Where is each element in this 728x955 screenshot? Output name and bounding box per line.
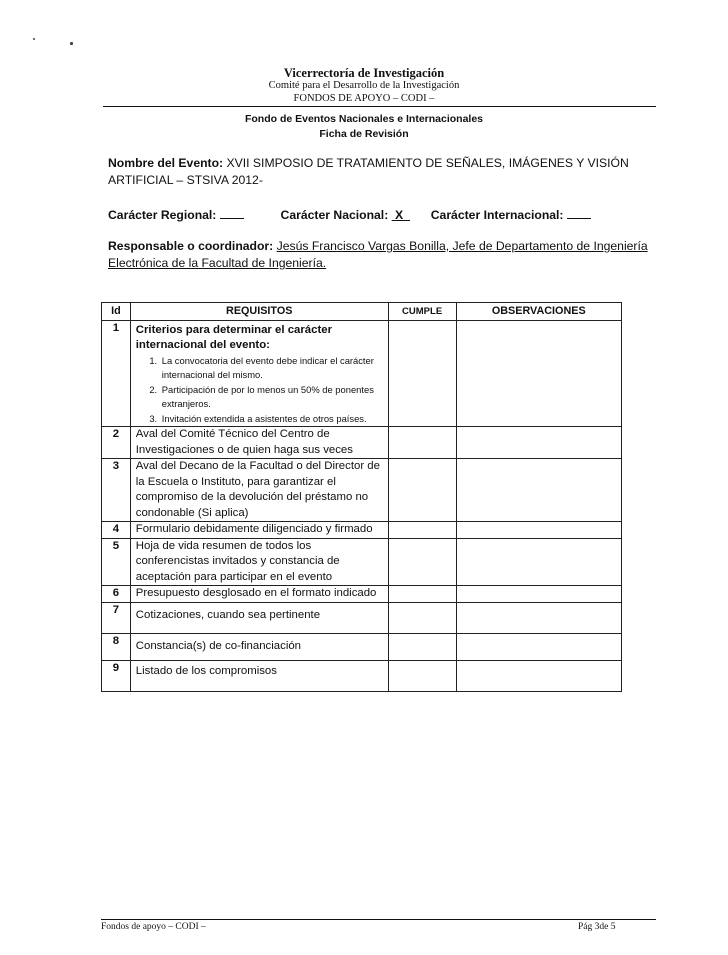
row-cumple (388, 459, 456, 522)
row-id: 9 (102, 660, 131, 691)
nacional-label: Carácter Nacional: (280, 208, 389, 222)
list-item: 3. Invitación extendida a asistentes de otros países. (160, 412, 383, 427)
col-header-id: Id (102, 303, 131, 321)
row-cumple (388, 602, 456, 633)
header-rule (103, 106, 656, 107)
row-cumple (388, 538, 456, 586)
row-requirement: Listado de los compromisos (130, 660, 388, 691)
row-observaciones (456, 660, 621, 691)
row-id: 3 (102, 459, 131, 522)
coordinator-value: Jesús Francisco Vargas Bonilla, Jefe de Departamento de Ingeniería Electrónica de la Facultad de Ingeniería. (108, 239, 648, 270)
row-observaciones (456, 459, 621, 522)
row-id: 5 (102, 538, 131, 586)
row-requirement (130, 320, 388, 427)
table-row (102, 320, 622, 427)
row-requirement: Constancia(s) de co-financiación (130, 633, 388, 660)
internacional-label: Carácter Internacional: (430, 208, 564, 222)
row-id: 6 (102, 586, 131, 603)
row-observaciones (456, 522, 621, 539)
row-id: 2 (102, 427, 131, 459)
col-header-observaciones: OBSERVACIONES (456, 303, 621, 321)
col-header-cumple: CUMPLE (388, 303, 456, 321)
row-id: 7 (102, 602, 131, 633)
form-title: Fondo de Eventos Nacionales e Internacionales (244, 113, 484, 125)
row-observaciones (456, 538, 621, 586)
coordinator-label: Responsable o coordinador: (108, 239, 274, 253)
row-observaciones (456, 320, 621, 427)
row-requirement: Hoja de vida resumen de todos los conferencistas invitados y constancia de aceptación para participar en el evento (130, 538, 388, 586)
row-observaciones (456, 633, 621, 660)
event-name-label: Nombre del Evento: (108, 156, 224, 170)
footer-fund-name: Fondos de apoyo – CODI – (101, 922, 206, 932)
page-number: Pág 3de 5 (578, 922, 616, 932)
row-requirement: Aval del Decano de la Facultad o del Director de la Escuela o Instituto, para garantizar el compromiso de la devolución del préstamo no condonable (Si aplica) (130, 459, 388, 522)
requirements-table (101, 302, 622, 692)
row-cumple (388, 427, 456, 459)
list-item: 2. Participación de por lo menos un 50% de ponentes extranjeros. (160, 383, 383, 412)
row-cumple (388, 660, 456, 691)
row-observaciones (456, 427, 621, 459)
row-requirement: Presupuesto desglosado en el formato indicado (130, 586, 388, 603)
fund-name: FONDOS DE APOYO – CODI – (293, 93, 435, 104)
table-row (102, 633, 622, 660)
row-observaciones (456, 602, 621, 633)
internacional-blank (567, 206, 591, 219)
row-id: 1 (102, 320, 131, 427)
nacional-mark: X (395, 208, 404, 222)
row-requirement: Formulario debidamente diligenciado y firmado (130, 522, 388, 539)
table-header-row (102, 303, 622, 321)
event-name-field (108, 155, 653, 189)
row-cumple (388, 320, 456, 427)
criteria-heading: Criterios para determinar el carácter internacional del evento: (135, 323, 333, 351)
scan-speck (33, 38, 35, 40)
row-cumple (388, 633, 456, 660)
event-name-value: XVII SIMPOSIO DE TRATAMIENTO DE SEÑALES, IMÁGENES Y VISIÓN ARTIFICIAL – STSIVA 2012- (108, 156, 629, 187)
row-id: 4 (102, 522, 131, 539)
table-row (102, 660, 622, 691)
footer-rule (101, 919, 656, 920)
row-requirement: Cotizaciones, cuando sea pertinente (130, 602, 388, 633)
row-cumple (388, 522, 456, 539)
event-character-field (108, 206, 653, 224)
col-header-requisitos: REQUISITOS (130, 303, 388, 321)
table-row (102, 522, 622, 539)
institution-title: Vicerrectoría de Investigación (283, 66, 445, 80)
scan-speck (70, 42, 73, 45)
coordinator-field (108, 238, 653, 272)
list-item: 1. La convocatoria del evento debe indicar el carácter internacional del mismo. (160, 354, 383, 383)
table-row (102, 459, 622, 522)
table-row (102, 538, 622, 586)
row-id: 8 (102, 633, 131, 660)
row-cumple (388, 586, 456, 603)
table-row (102, 586, 622, 603)
row-requirement: Aval del Comité Técnico del Centro de Investigaciones o de quien haga sus veces (130, 427, 388, 459)
regional-blank (220, 206, 244, 219)
committee-name: Comité para el Desarrollo de la Investigación (268, 80, 460, 91)
form-subtitle: Ficha de Revisión (319, 128, 409, 140)
table-row (102, 427, 622, 459)
regional-label: Carácter Regional: (108, 208, 217, 222)
criteria-list (136, 354, 383, 427)
row-observaciones (456, 586, 621, 603)
table-row (102, 602, 622, 633)
